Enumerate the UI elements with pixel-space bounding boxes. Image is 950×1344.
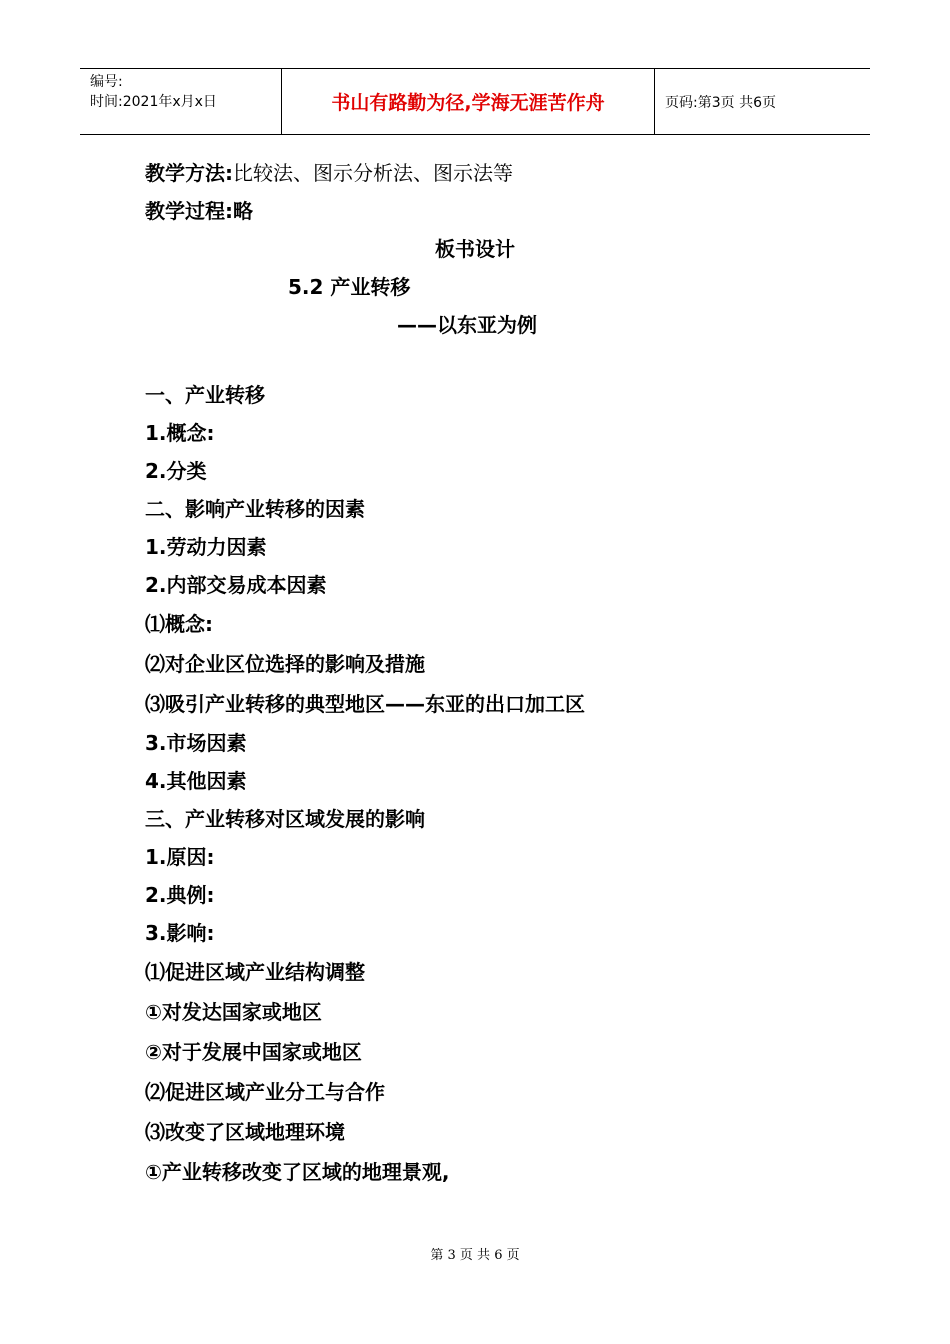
section-subtitle: ——以东亚为例 — [397, 313, 537, 337]
header-page-info: 页码:第3页 共6页 — [665, 94, 776, 111]
outline-item: ⑶吸引产业转移的典型地区——东亚的出口加工区 — [145, 692, 585, 716]
page-footer: 第 3 页 共 6 页 — [430, 1248, 520, 1263]
outline-item: 2.内部交易成本因素 — [145, 573, 327, 597]
outline-item: 一、产业转移 — [145, 383, 265, 407]
outline-item: 3.影响: — [145, 921, 215, 945]
outline-item: 3.市场因素 — [145, 731, 247, 755]
outline-list — [145, 376, 845, 1192]
outline-item: 三、产业转移对区域发展的影响 — [145, 807, 425, 831]
outline-item: ⑶改变了区域地理环境 — [145, 1120, 345, 1144]
outline-item: 1.概念: — [145, 421, 215, 445]
outline-item: ①产业转移改变了区域的地理景观, — [145, 1160, 450, 1184]
outline-item: 4.其他因素 — [145, 769, 247, 793]
number-label: 编号: — [90, 74, 123, 90]
page-header — [80, 68, 870, 135]
teaching-method-label: 教学方法: — [145, 161, 233, 185]
outline-item: ①对发达国家或地区 — [145, 1000, 322, 1024]
outline-item: 2.典例: — [145, 883, 215, 907]
outline-item: ⑴促进区域产业结构调整 — [145, 960, 365, 984]
time-label: 时间:2021年x月x日 — [90, 94, 217, 110]
header-motto: 书山有路勤为径,学海无涯苦作舟 — [282, 69, 655, 134]
outline-item: 1.原因: — [145, 845, 215, 869]
outline-item: ②对于发展中国家或地区 — [145, 1040, 362, 1064]
outline-item: ⑵对企业区位选择的影响及措施 — [145, 652, 425, 676]
outline-item: ⑵促进区域产业分工与合作 — [145, 1080, 385, 1104]
section-heading: 5.2 产业转移 — [288, 275, 411, 299]
outline-item: 2.分类 — [145, 459, 207, 483]
header-meta — [80, 69, 282, 134]
outline-item: 1.劳动力因素 — [145, 535, 267, 559]
teaching-method — [145, 154, 845, 192]
board-title: 板书设计 — [435, 237, 515, 261]
document-body — [145, 154, 845, 1192]
teaching-process: 教学过程:略 — [145, 199, 253, 223]
outline-item: ⑴概念: — [145, 612, 213, 636]
teaching-method-value: 比较法、图示分析法、图示法等 — [233, 161, 513, 185]
outline-item: 二、影响产业转移的因素 — [145, 497, 365, 521]
